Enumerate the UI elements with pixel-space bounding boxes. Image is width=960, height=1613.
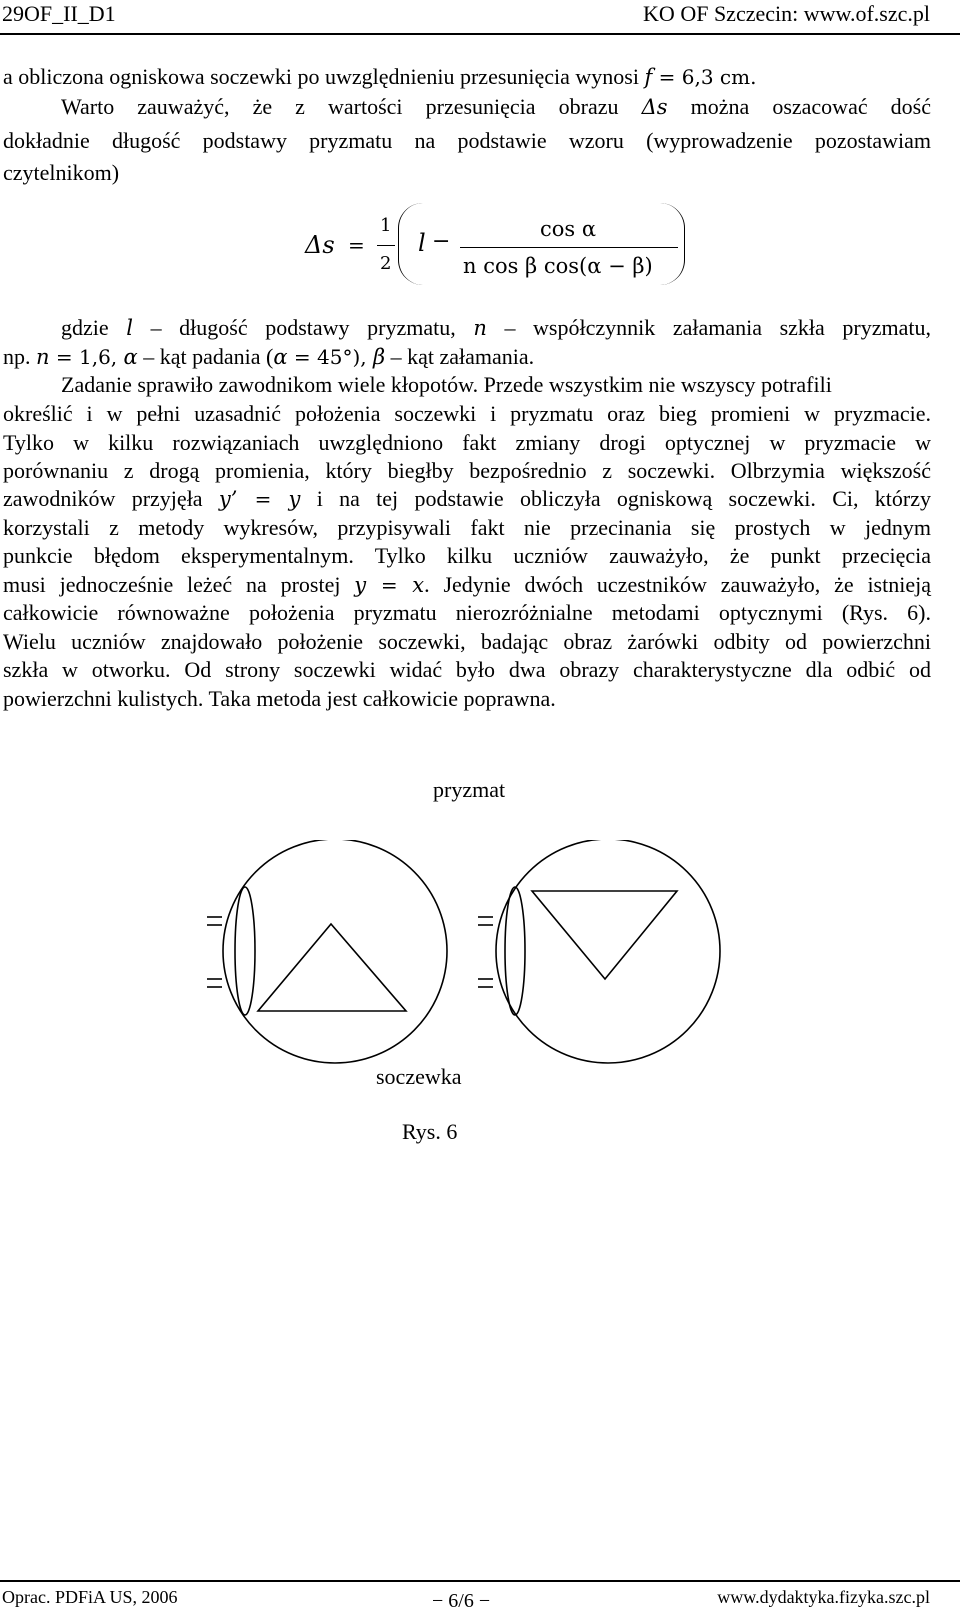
formula-frac-num: cos α (540, 217, 597, 241)
formula-right-paren (660, 203, 685, 285)
text-line: Wielu uczniów znajdowało położenie soczewki, badając obraz żarówki odbity od powierzchni (3, 629, 931, 654)
formula-lhs: Δs (305, 231, 335, 259)
text-line: czytelnikom) (3, 160, 120, 185)
footer-left: Oprac. PDFiA US, 2006 (2, 1587, 178, 1607)
header-rule (0, 33, 960, 35)
formula-frac-den: n cos β cos(α − β) (463, 254, 653, 278)
figure-rys6 (0, 840, 960, 1080)
text-line: korzystali z metody wykresów, przypisywali fakt nie przecinania się prostych w jednym (3, 515, 931, 540)
text-line: porównaniu z drogą promienia, który biegłby bezpośrednio z soczewki. Olbrzymia większość (3, 458, 931, 483)
text-line: powierzchni kulistych. Taka metoda jest całkowicie poprawna. (3, 686, 556, 711)
right-prism-triangle (532, 891, 677, 979)
text-line: punkcie błędom eksperymentalnym. Tylko kilku uczniów zauważyło, że punkt przecięcia (3, 543, 931, 568)
left-circle (223, 840, 447, 1063)
text-line: dokładnie długość podstawy pryzmatu na podstawie wzoru (wyprowadzenie pozostawiam (3, 128, 931, 153)
formula-l: l (418, 229, 426, 257)
formula-eq: = (348, 233, 365, 257)
right-lens (505, 887, 525, 1015)
header-left: 29OF_II_D1 (2, 1, 116, 26)
text-line: Warto zauważyć, że z wartości przesunięcia obrazu Δs można oszacować dość (61, 94, 932, 119)
text-line: a obliczona ogniskowa soczewki po uwzględnieniu przesunięcia wynosi f = 6,3 cm. (3, 64, 757, 89)
formula-half-bar (377, 245, 395, 246)
formula-minus: − (432, 229, 451, 254)
text-line: zawodników przyjęła y’ = y i na tej podstawie obliczyła ogniskową soczewki. Ci, którzy (3, 486, 931, 511)
figure-caption: Rys. 6 (402, 1119, 458, 1144)
text-line: Zadanie sprawiło zawodnikom wiele kłopotów. Przede wszystkim nie wszyscy potrafili (61, 372, 832, 397)
footer-right: www.dydaktyka.fizyka.szc.pl (717, 1587, 930, 1607)
formula-half-num: 1 (380, 215, 392, 236)
text-line: Tylko w kilku rozwiązaniach uwzględniono fakt zmiany drogi optycznej w pryzmacie w (3, 430, 931, 455)
footer-rule (0, 1580, 960, 1582)
footer-page-number: − 6/6 − (432, 1590, 491, 1612)
left-prism-triangle (258, 924, 406, 1011)
label-lens: soczewka (376, 1064, 462, 1089)
header-right: KO OF Szczecin: www.of.szc.pl (643, 1, 930, 26)
formula-frac-bar (460, 247, 678, 248)
text-line: całkowicie równoważne położenia pryzmatu nierozróżnialne metodami optycznymi (Rys. 6). (3, 600, 931, 625)
formula (0, 205, 960, 295)
text-line: określić i w pełni uzasadnić położenia soczewki i pryzmatu oraz bieg promieni w pryzmacie. (3, 401, 931, 426)
text-line: np. n = 1,6, α – kąt padania (α = 45°), β – kąt załamania. (3, 344, 535, 369)
text-line: gdzie l – długość podstawy pryzmatu, n – współczynnik załamania szkła pryzmatu, (61, 315, 931, 340)
left-lens (235, 887, 255, 1015)
formula-half-den: 2 (380, 253, 392, 274)
text-line: musi jednocześnie leżeć na prostej y = x. Jedynie dwóch uczestników zauważyło, że istnieją (3, 572, 931, 597)
text-line: szkła w otworku. Od strony soczewki widać było dwa obrazy charakterystyczne dla odbić od (3, 657, 931, 682)
label-prism: pryzmat (433, 777, 506, 802)
right-circle (496, 840, 720, 1063)
